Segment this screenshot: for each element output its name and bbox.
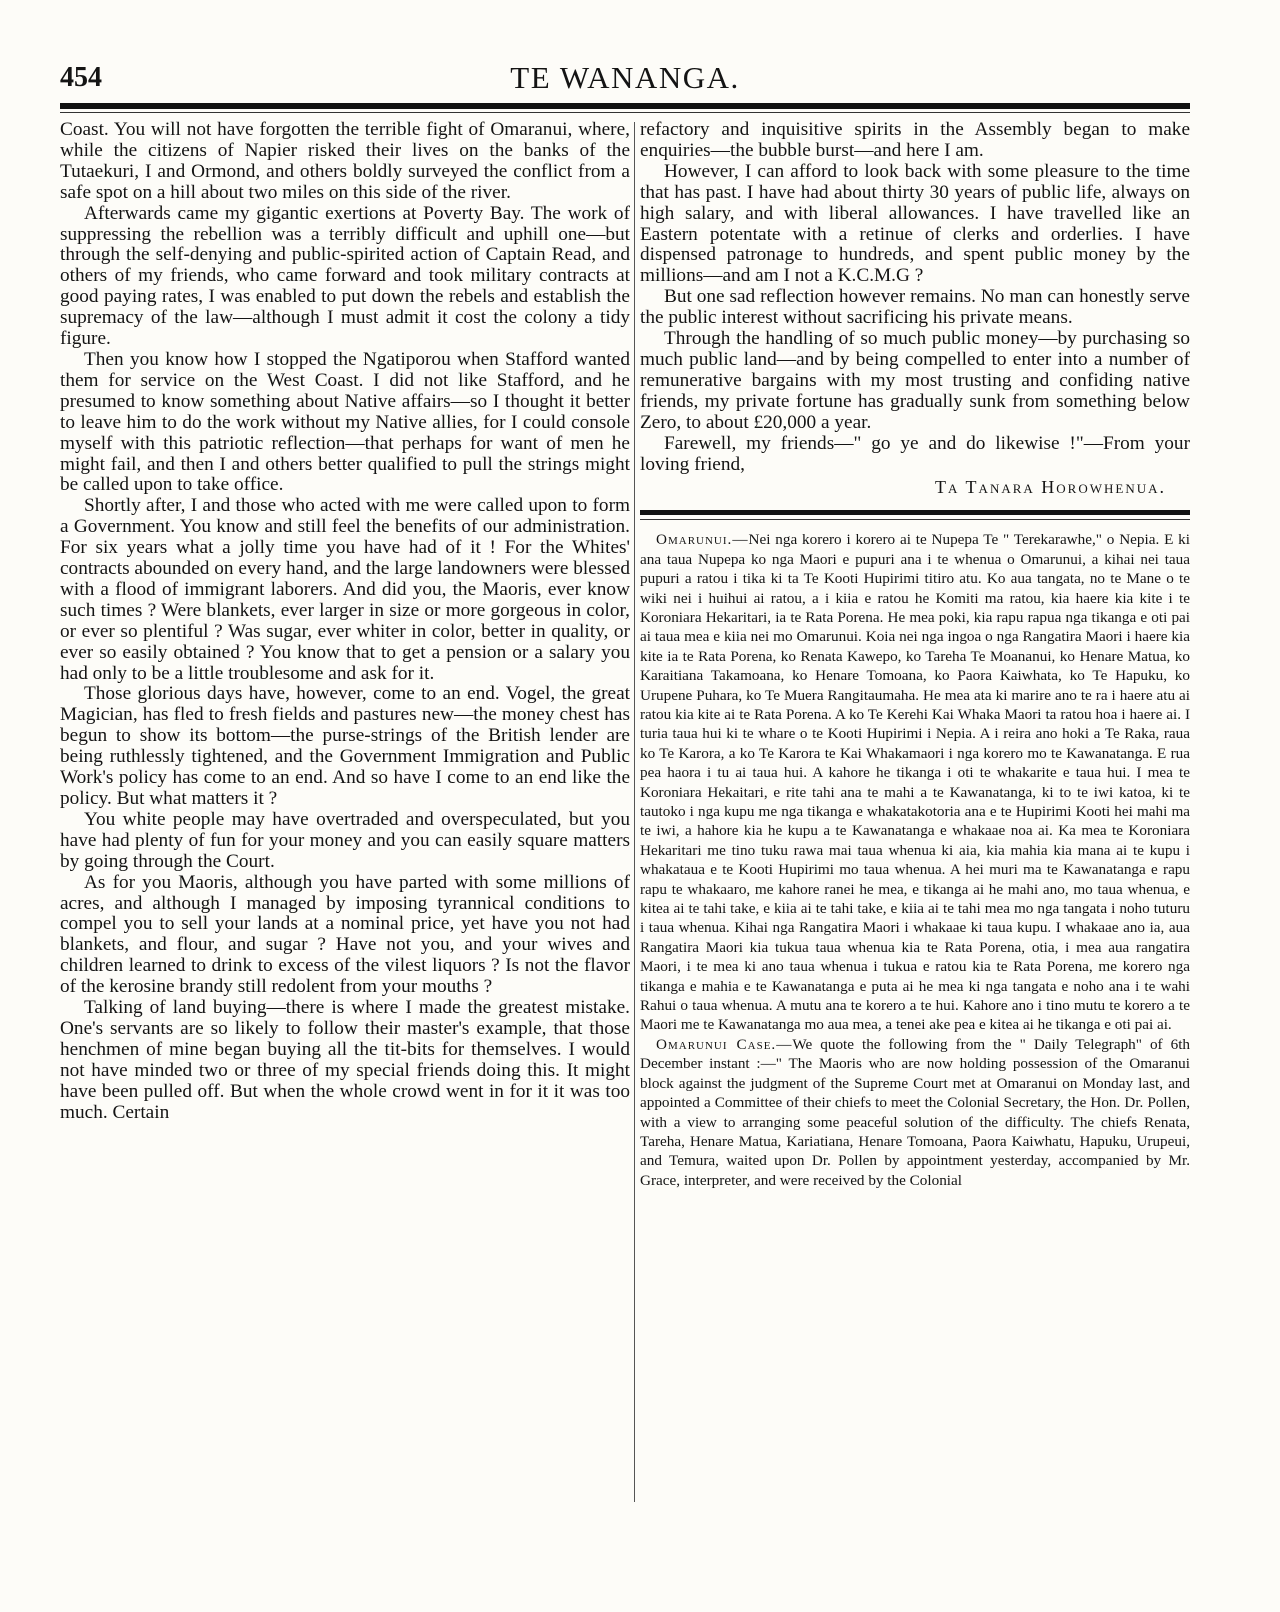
paragraph: As for you Maoris, although you have parted with some millions of acres, and although I managed by imposing tyrannical conditions to compel you to sell your lands at a nominal price, yet have you not had blankets, and flour, and sugar ? Have not you, and your wives and children learned to drink to excess of the vilest liquors ? Is not the flavor of the kerosine brandy still redolent from your mouths ? (60, 871, 630, 998)
paragraph: Afterwards came my gigantic exertions at Poverty Bay. The work of suppressing the rebellion was a terribly difficult and uphill one—but through the self-denying and public-spirited action of Captain Read, and others of my friends, who came forward and took military contracts at good paying rates, I was enabled to put down the rebels and establish the supremacy of the law—although I must admit it cost the colony a tidy figure. (60, 202, 630, 350)
paragraph: But one sad reflection however remains. No man can honestly serve the public interest without sacrificing his private means. (640, 286, 1190, 329)
header-rule-thin (60, 112, 1190, 113)
article-body: Nei nga korero i korero ai te Nupepa Te " Terekarawhe," o Nepia. E ki ana taua Nupepa ko nga Maori e pupuri ana i te whenua o Omarunui, a kihai nei taua pupuri a ratou i tika ki ta Te Kooti Hupirimi titiro atu. Ko aua tangata, no te Mane o te wiki nei i huihui ai ratou, a i kiia e ratou he Komiti ma ratou, kia haere kia kite i te Koroniara Hekaritari, ia te Rata Porena. He mea poki, kia rapu rapua nga tikanga e oti pai ai taua mea e kiia nei mo Omarunui. Koia nei nga ingoa o nga Rangatira Maori i haere kia kite ia te Rata Porena, ko Renata Kawepo, ko Tareha Te Moananui, ko Henare Matua, ko Karaitiana Takamoana, ko Henare Tomoana, ko Paora Kaiwhata, ko Te Hapuku, ko Urupene Puhara, ko Te Muera Rangitaumaha. He mea ata ki marire ano te ra i haere atu ai ratou kia kite ai te Rata Porena. A ko Te Kerehi Kai Whaka Maori ta ratou hoa i haere ai. I turia taua hui ki te whare o te Kooti Hupirimi i Nepia. A i reira ano hoki a Te Raka, raua ko Te Karora, a ko Te Karora te Kai Whakamaori i nga korero mo te Kawanatanga. E rua pea haora i tu ai taua hui. A kahore he tikanga i oti te whakarite e taua hui. I mea te Koroniara Hekaitari, e rite tahi ana te mahi a te Kawanatanga, ki to te iwi katoa, ki te tautoko i nga kupu me nga tikanga e whakatakotoria ana e te Hupirimi Kooti hei mahi ma te iwi, a hahore kia he kupu a te Kawanatanga e whakaae noa ai. Ka mea te Koroniara Hekaritari me tino tuku rawa mai taua whenua ki aia, kia mahia kia mana ai te kupu i whakataua e te Kooti Hupirimi mo taua whenua. A hei muri ma te Kawanatanga e rapu rapu te whakaaro, me kahore ranei he mea, e tikanga ai he mahi ano, mo taua whenua, e kitea ai te tahi take, e kiia ai te tahi take, e kiia ai te tahi mea mo nga tangata i noho tuturu i taua whenua. Kihai nga Rangatira Maori i whakaae ki taua kupu. I whakaae ano ia, aua Rangatira Maori kia tukua taua whenua kia te Rata Porena, otia, i mea aua rangatira Maori, i te mea ki ano taua whenua i tukua e ratou kia te Rata Porena, me korero nga tikanga e mahia e te Kawanatanga e puta ai he mea ki nga tangata e noho ana i te wahi Rahui o taua whenua. A mutu ana te korero a te hui. Kahore ano i tino mutu te korero a te Maori me te Kawanatanga mo aua mea, a tenei ake pea e kitea ai he tikanga e oti pai ai. (640, 531, 1190, 1034)
paragraph: Shortly after, I and those who acted with me were called upon to form a Government. You know and still feel the benefits of our administration. For six years what a jolly time you have had of it ! For the Whites' contracts abounded on every hand, and the large landowners were blessed with a flood of immigrant laborers. And did you, the Maoris, ever know such times ? Were blankets, ever larger in size or more gorgeous in color, or ever so plentiful ? Was sugar, ever whiter in color, better in quality, or ever so easily obtained ? You know that to get a pension or a salary you had only to be a little troublesome and ask for it. (60, 495, 630, 684)
signature: Ta Tanara Horowhenua. (935, 477, 1166, 498)
paragraph: Through the handling of so much public money—by purchasing so much public land—and by being compelled to enter into a number of remunerative bargains with my most trusting and confiding native friends, my private fortune has gradually sunk from something below Zero, to about £20,000 a year. (640, 328, 1190, 433)
paragraph: Farewell, my friends—" go ye and do likewise !"—From your loving friend, (640, 432, 1190, 475)
paragraph: However, I can afford to look back with some pleasure to the time that has past. I have had about thirty 30 years of public life, always on high salary, and with liberal allowances. I have travelled like an Eastern potentate with a retinue of clerks and orderlies. I have dispensed patronage to hundreds, and spent public money by the millions—and am I not a K.C.M.G ? (640, 160, 1190, 287)
section-rule (640, 510, 1190, 515)
paragraph: Then you know how I stopped the Ngatiporou when Stafford wanted them for service on the West Coast. I did not like Stafford, and he presumed to know something about Native affairs—so I thought it better to leave him to do the work without my Native allies, for I could console myself with this patriotic reflection—that perhaps for want of men he might fail, and then I and others better qualified to pull the strings might be called upon to take office. (60, 348, 630, 496)
section-rule-thin (640, 519, 1190, 520)
paragraph: Talking of land buying—there is where I made the greatest mistake. One's servants are so likely to follow their master's example, that those henchmen of mine began buying all the tit-bits for themselves. I would not have minded two or three of my special friends doing this. It might have been pulled off. But when the whole crowd went in for it it was too much. Certain (60, 997, 630, 1123)
column-divider (634, 122, 635, 1502)
article-heading: Omarunui Case.— (656, 1035, 793, 1053)
omarunui-case-article (640, 1035, 1190, 1190)
left-column (60, 120, 630, 1520)
paragraph: Those glorious days have, however, come to an end. Vogel, the great Magician, has fled to fresh fields and pastures new—the money chest has begun to show its bottom—the purse-strings of the British lender are being ruthlessly tightened, and the Government Immigration and Public Work's policy has come to an end. And so have I come to an end like the policy. But what matters it ? (60, 683, 630, 809)
maori-news-section (640, 530, 1190, 1190)
publication-title: TE WANANGA. (510, 60, 740, 95)
paragraph: Coast. You will not have forgotten the terrible fight of Omaranui, where, while the citizens of Napier risked their lives on the banks of the Tutaekuri, I and Ormond, and others boldly surveyed the conflict from a safe spot on a hill about two miles on this side of the river. (60, 120, 630, 203)
article-body: We quote the following from the " Daily Telegraph" of 6th December instant :—" The Maoris who are now holding possession of the Omaranui block against the judgment of the Supreme Court met at Omaranui on Monday last, and appointed a Committee of their chiefs to meet the Colonial Secretary, the Hon. Dr. Pollen, with a view to arranging some peaceful solution of the difficulty. The chiefs Renata, Tareha, Henare Matua, Kariatiana, Henare Tomoana, Paora Kaiwhatu, Hapuku, Urupeui, and Temura, waited upon Dr. Pollen by appointment yesterday, accompanied by Mr. Grace, interpreter, and were received by the Colonial (640, 1035, 1190, 1189)
article-heading: Omarunui.— (656, 531, 749, 549)
header-rule (60, 103, 1190, 109)
omarunui-maori-article (640, 530, 1190, 1035)
right-column (640, 120, 1190, 1540)
page-header (60, 60, 1190, 102)
paragraph: refactory and inquisitive spirits in the Assembly began to make enquiries—the bubble burst—and here I am. (640, 120, 1190, 161)
page-number: 454 (60, 62, 102, 93)
paragraph: You white people may have overtraded and overspeculated, but you have had plenty of fun for your money and you can easily square matters by going through the Court. (60, 808, 630, 872)
